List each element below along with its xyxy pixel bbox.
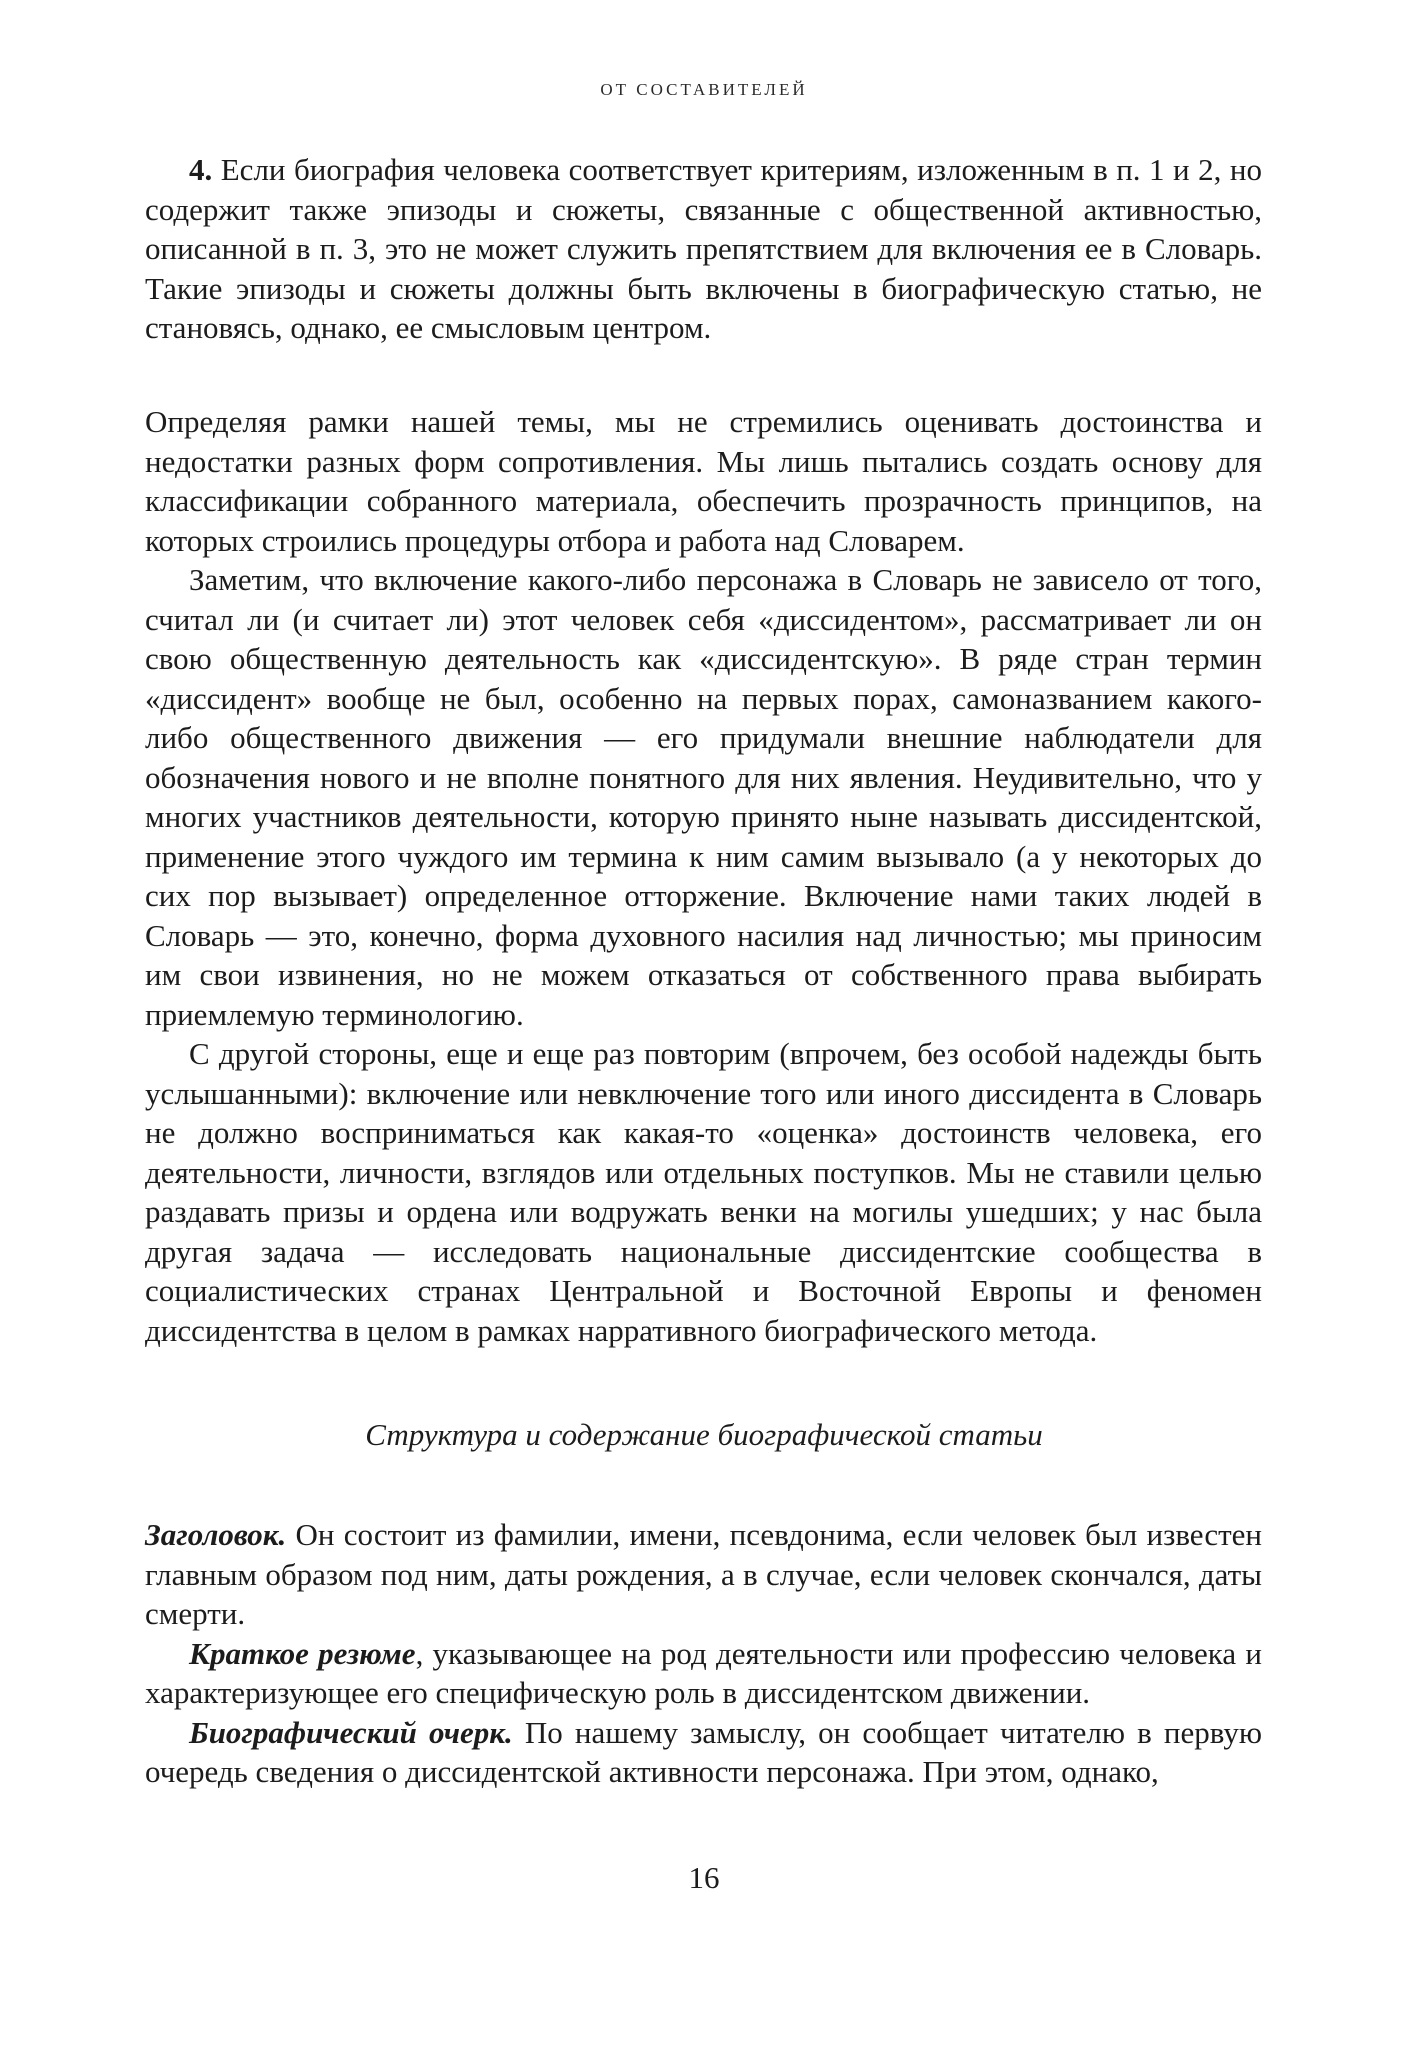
paragraph-assessment: С другой стороны, еще и еще раз повторим (впрочем, без особой надежды быть услышанными): включение или невключение того или иного диссидента в Словарь не должно восприниматься как какая-то «оценка» достоинств человека, его деятельности, личности, взглядов или отдельных поступков. Мы не ставили целью раздавать призы и ордена или водружать венки на могилы ушедших; у нас была другая задача — исследовать национальные диссидентские сообщества в социалистических странах Центральной и Восточной Европы и феномен диссидентства в целом в рамках нарративного биографического метода. <box>145 1036 1262 1348</box>
definition-text: По нашему замыслу, он сообщает читателю в первую очередь сведения о диссидентской активности персонажа. При этом, однако, <box>145 1714 1263 1789</box>
criterion-text: Если биография человека соответствует критериям, изложенным в п. 1 и 2, но содержит также эпизоды и сюжеты, связанные с общественной активностью, описанной в п. 3, это не может служить препятствием для включения ее в Словарь. Такие эпизоды и сюжеты должны быть включены в биографическую статью, не становясь, однако, ее смысловым центром. <box>145 152 1262 345</box>
definition-term: Заголовок. <box>145 1517 287 1552</box>
body-text <box>145 402 1262 1350</box>
definition-heading <box>145 1515 1262 1634</box>
definition-term: Биографический очерк. <box>189 1714 513 1750</box>
paragraph-self-designation: Заметим, что включение какого-либо персонажа в Словарь не зависело от того, считал ли (и считает ли) этот человек себя «диссидентом», рассматривает ли он свою общественную деятельность как «диссидентскую». В ряде стран термин «диссидент» вообще не был, особенно на первых порах, самоназванием какого-либо общественного движения — его придумали внешние наблюдатели для обозначения нового и не вполне понятного для них явления. Неудивительно, что у многих участников деятельности, которую принято ныне называть диссидентской, применение этого чуждого им термина к ним самим вызывало (а у некоторых до сих пор вызывает) определенное отторжение. Включение нами таких людей в Словарь — это, конечно, форма духовного насилия над личностью; мы приносим им свои извинения, но не можем отказаться от собственного права выбирать приемлемую терминологию. <box>145 562 1262 1032</box>
definition-text: , указывающее на род деятельности или профессию человека и характеризующее его специфическую роль в диссидентском движении. <box>145 1635 1262 1710</box>
paragraph-framing: Определяя рамки нашей темы, мы не стремились оценивать достоинства и недостатки разных форм сопротивления. Мы лишь пытались создать основу для классификации собранного материала, обеспечить прозрачность принципов, на которых строились процедуры отбора и работа над Словарем. <box>145 404 1262 558</box>
definition-summary <box>145 1634 1262 1713</box>
page-number: 16 <box>688 1860 720 1895</box>
definition-term: Краткое резюме <box>189 1635 416 1671</box>
running-head: ОТ СОСТАВИТЕЛЕЙ <box>600 80 808 99</box>
section-heading: Структура и содержание биографической статьи <box>365 1417 1043 1452</box>
article-structure-list <box>145 1515 1262 1792</box>
criterion-item-4 <box>145 150 1262 348</box>
criterion-4-paragraph <box>145 150 1262 348</box>
definition-text: Он состоит из фамилии, имени, псевдонима, если человек был известен главным образом под ним, даты рождения, а в случае, если человек скончался, даты смерти. <box>145 1517 1262 1631</box>
definition-biography <box>145 1713 1262 1792</box>
criterion-number: 4. <box>189 152 213 187</box>
